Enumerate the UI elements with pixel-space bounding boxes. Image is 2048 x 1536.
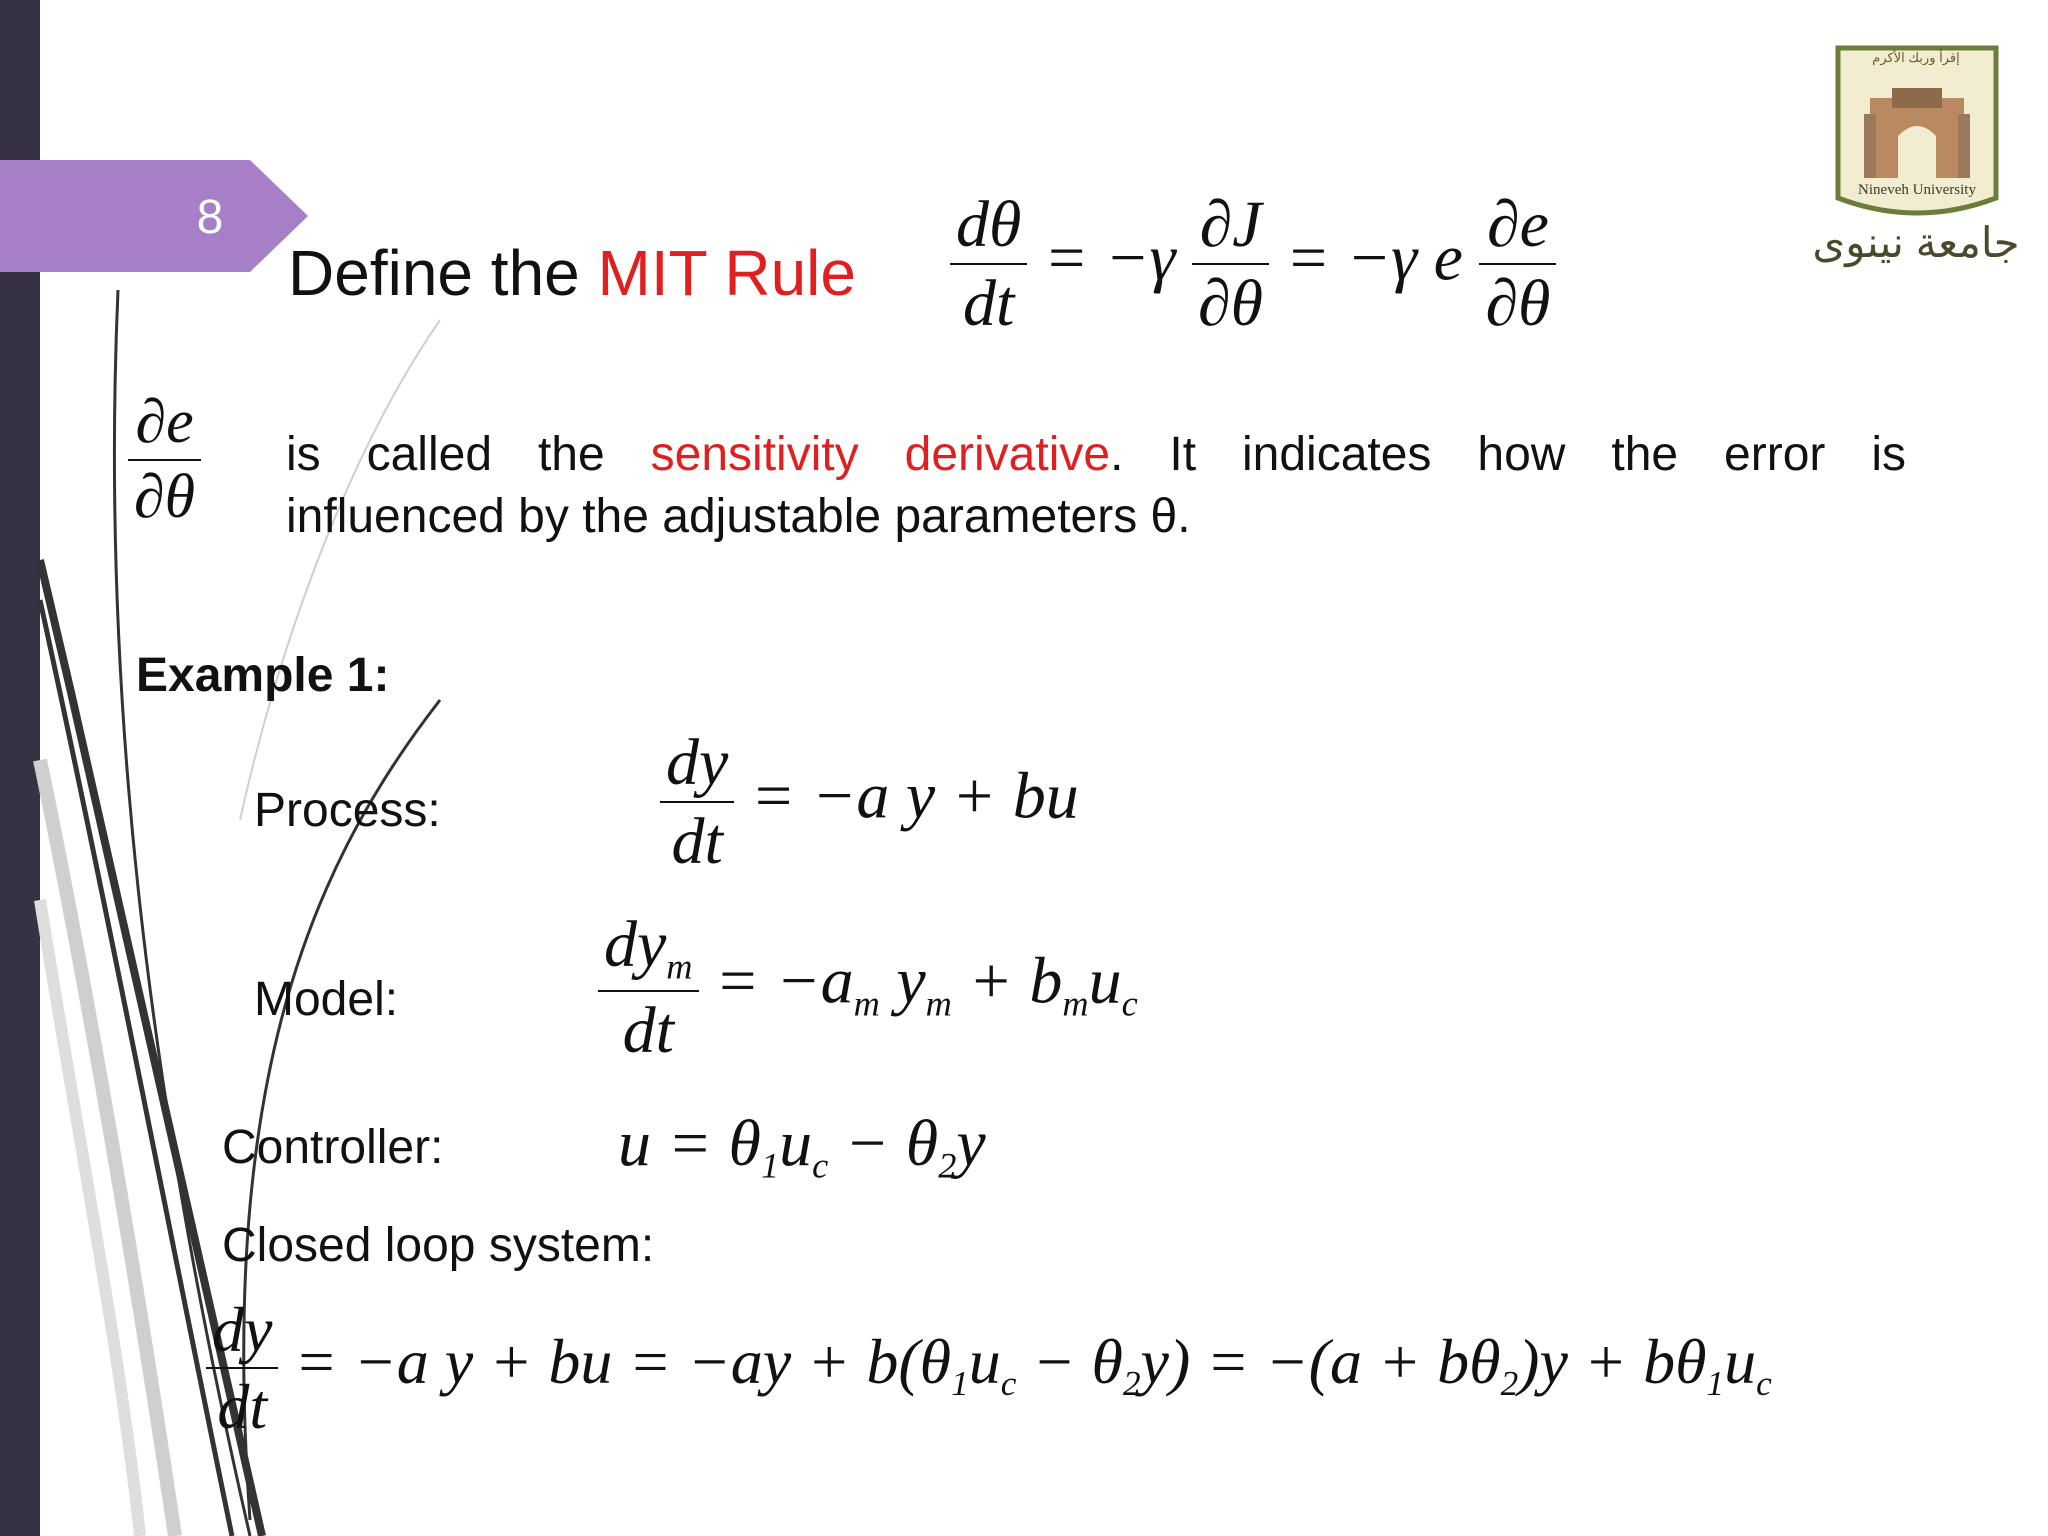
process-label: Process: <box>254 784 441 837</box>
model-label: Model: <box>254 973 399 1026</box>
slide-title <box>288 236 856 310</box>
logo-motto: إقرأ وربك الأكرم <box>1872 50 1960 65</box>
frac-de-dtheta: $\frac{\partial e}{\partial\theta}$ <box>1479 190 1556 339</box>
title-prefix: Define the <box>288 237 598 309</box>
eq-part-2: = −γ e <box>1285 221 1463 295</box>
title-highlight: MIT Rule <box>597 237 856 309</box>
page-number: 8 <box>196 191 224 244</box>
sensitivity-paragraph <box>286 424 1906 548</box>
paragraph-line-1: is called the sensitivity derivative. It indicates how the error is <box>286 428 1906 481</box>
controller-equation: $u = \theta_1u_c - \theta_2y$ <box>618 1107 986 1186</box>
sensitivity-fraction: $\frac{\partial e}{\partial\theta}$ <box>128 390 201 530</box>
logo-arabic-name: جامعة نينوى <box>1812 219 2020 266</box>
frac-dtheta-dt: $\frac{d\theta}{dt}$ <box>950 190 1027 339</box>
example-heading: Example 1: <box>136 649 390 702</box>
university-logo <box>1800 28 2032 268</box>
logo-english-name: Nineveh University <box>1858 182 1976 198</box>
paragraph-line-2: influenced by the adjustable parameters θ. <box>286 490 1191 543</box>
frac-dJ-dtheta: $\frac{\partial J}{\partial\theta}$ <box>1192 190 1269 339</box>
controller-label: Controller: <box>222 1121 444 1174</box>
closed-loop-label: Closed loop system: <box>222 1219 655 1272</box>
process-equation: $\frac{dy}{dt}$ = −a y + bu <box>660 728 1079 877</box>
mit-rule-equation <box>950 190 1556 339</box>
eq-part-1: = −γ <box>1043 221 1176 295</box>
closed-loop-equation: $\frac{dy}{dt}$ = −a y + bu = $-ay + b(\theta_1u_c - \theta_2y) = -(a + b\theta_2)y + b\theta_1u_c$ <box>206 1296 1772 1440</box>
model-equation: $\frac{dy_m}{dt}$ = $-a_m$ $y_m + b_mu_c$ <box>598 910 1138 1065</box>
